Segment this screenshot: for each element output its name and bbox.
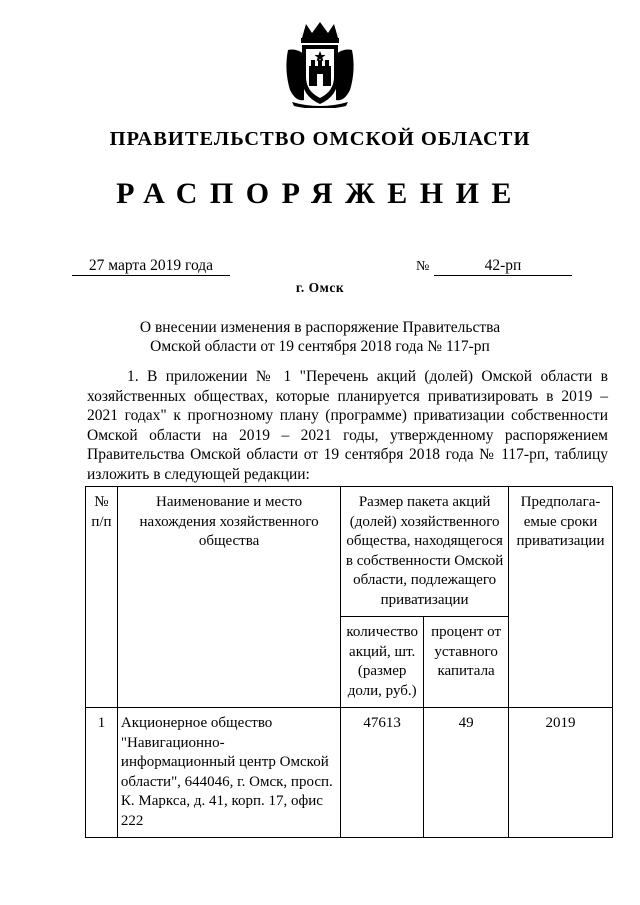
document-type-title: РАСПОРЯЖЕНИЕ	[116, 177, 524, 210]
row-name: Акционерное общество "Навигационно-информационный центр Омской области", 644046, г. Омск, просп. К. Маркса, д. 41, корп. 17, офис 222	[117, 708, 340, 838]
document-date: 27 марта 2019 года	[72, 257, 230, 276]
privatization-table	[85, 486, 613, 838]
subject-line-2: Омской области от 19 сентября 2018 года № 117-рп	[150, 338, 490, 355]
row-percent: 49	[424, 708, 509, 838]
document-number: 42-рп	[434, 257, 572, 276]
document-city: г. Омск	[295, 280, 345, 295]
header-timing: Предполага-емые сроки приватизации	[509, 487, 613, 708]
row-timing: 2019	[509, 708, 613, 838]
organization-title: ПРАВИТЕЛЬСТВО ОМСКОЙ ОБЛАСТИ	[109, 128, 531, 150]
header-num: № п/п	[86, 487, 118, 708]
number-label: №	[416, 259, 430, 274]
header-quantity: количество акций, шт. (размер доли, руб.)	[341, 617, 424, 708]
row-quantity: 47613	[341, 708, 424, 838]
subject-line-1: О внесении изменения в распоряжение Правительства	[139, 319, 501, 336]
table-row	[86, 708, 613, 838]
row-num: 1	[86, 708, 118, 838]
table-header-row	[86, 487, 613, 617]
body-paragraph-1: 1. В приложении № 1 "Перечень акций (долей) Омской области в хозяйственных обществах, которые планируется приватизировать в 2019 – 2021 годах" к прогнозному плану (программе) приватизации собственности Омской области на 2019 – 2021 годы, утвержденному распоряжением Правительства Омской области от 19 сентября 2018 года № 117-рп, таблицу изложить в следующей редакции:	[87, 368, 608, 483]
coat-of-arms-omsk-icon	[282, 20, 358, 108]
header-name: Наименование и место нахождения хозяйственного общества	[117, 487, 340, 708]
document-subject	[120, 318, 520, 356]
header-percent: процент от уставного капитала	[424, 617, 509, 708]
header-stake: Размер пакета акций (долей) хозяйственного общества, находящегося в собственности Омской области, подлежащего приватизации	[341, 487, 509, 617]
